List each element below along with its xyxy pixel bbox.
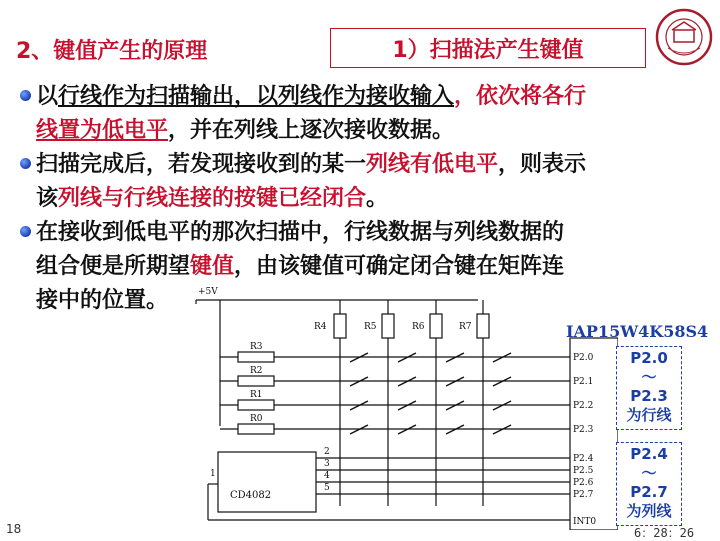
mcu-pin-label: P2.0	[573, 353, 594, 363]
row-range-separator: ～	[641, 368, 657, 386]
mcu-pin-label: INT0	[573, 517, 597, 527]
text: 组合便是所期望	[36, 254, 191, 279]
university-logo	[655, 8, 713, 66]
decoder-pin-label: 4	[324, 471, 330, 481]
column-resistor-label: R4	[314, 322, 327, 332]
row-lines-callout	[616, 346, 682, 430]
mcu-chip-label: IAP15W4K58S4	[566, 322, 709, 341]
underlined-text: 行线作为扫描输出，以列线作为接收输入	[58, 84, 455, 109]
text: ，并在列线上逐次接收数据。	[168, 118, 455, 143]
decoder-pin-label: 5	[324, 483, 330, 493]
bullet-continuation	[20, 114, 710, 148]
row-resistor-label: R1	[250, 390, 263, 400]
column-lines-callout	[616, 442, 682, 526]
text: 。	[366, 186, 389, 211]
keypad-circuit-diagram	[178, 276, 618, 530]
decoder-pin-label: 3	[324, 459, 330, 469]
col-range-separator: ～	[641, 464, 657, 482]
row-resistor-label: R3	[250, 342, 263, 352]
subtitle-box	[330, 28, 646, 68]
bullet-continuation	[20, 182, 710, 216]
text: 扫描完成后，若发现接收到的某一	[36, 152, 367, 177]
text: 该	[36, 186, 59, 211]
section-title: 2、键值产生的原理	[16, 39, 208, 64]
highlight-text: 列线有低电平	[366, 152, 499, 177]
mcu-pin-label: P2.4	[573, 454, 594, 464]
text: ，由该键值可确定闭合键在矩阵连	[234, 254, 565, 279]
mcu-pin-label: P2.5	[573, 466, 594, 476]
highlight-text: 线置为低电平	[36, 118, 169, 143]
column-resistor-label: R5	[364, 322, 377, 332]
bullet-item	[20, 216, 710, 250]
row-resistor-label: R2	[250, 366, 263, 376]
column-resistor-label: R6	[412, 322, 425, 332]
bullet-item	[20, 148, 710, 182]
supply-label: +5V	[198, 287, 218, 297]
decoder-label: CD4082	[230, 490, 272, 501]
decoder-pin-label: 1	[210, 469, 216, 479]
highlight-text: 键值	[190, 254, 235, 279]
bullet-item	[20, 80, 710, 114]
bullet-dot-icon	[20, 226, 31, 237]
text: 在接收到低电平的那次扫描中，行线数据与列线数据的	[36, 220, 565, 245]
mcu-pin-label: P2.7	[573, 490, 594, 500]
bullet-dot-icon	[20, 158, 31, 169]
row-range-label: 为行线	[626, 406, 672, 424]
subtitle-text: 1）扫描法产生键值	[392, 37, 584, 63]
mcu-pin-label: P2.3	[573, 425, 594, 435]
col-range-start: P2.4	[630, 445, 668, 463]
mcu-pin-label: P2.6	[573, 478, 594, 488]
decoder-pin-label: 2	[324, 447, 330, 457]
timestamp: 6：28：26	[634, 526, 695, 540]
mcu-pin-label: P2.1	[573, 377, 594, 387]
col-range-end: P2.7	[630, 483, 668, 501]
row-resistor-label: R0	[250, 414, 263, 424]
row-range-start: P2.0	[630, 349, 668, 367]
column-resistor-label: R7	[459, 322, 472, 332]
col-range-label: 为列线	[626, 502, 672, 520]
row-range-end: P2.3	[630, 387, 668, 405]
text: 以	[36, 84, 59, 109]
highlight-text: 列线与行线连接的按键已经闭合	[58, 186, 367, 211]
slide-number: 18	[6, 522, 22, 536]
mcu-pin-label: P2.2	[573, 401, 594, 411]
bullet-dot-icon	[20, 90, 31, 101]
text: ，则表示	[498, 152, 587, 177]
highlight-text: ，依次将各行	[454, 84, 587, 109]
text: 接中的位置。	[36, 288, 169, 313]
